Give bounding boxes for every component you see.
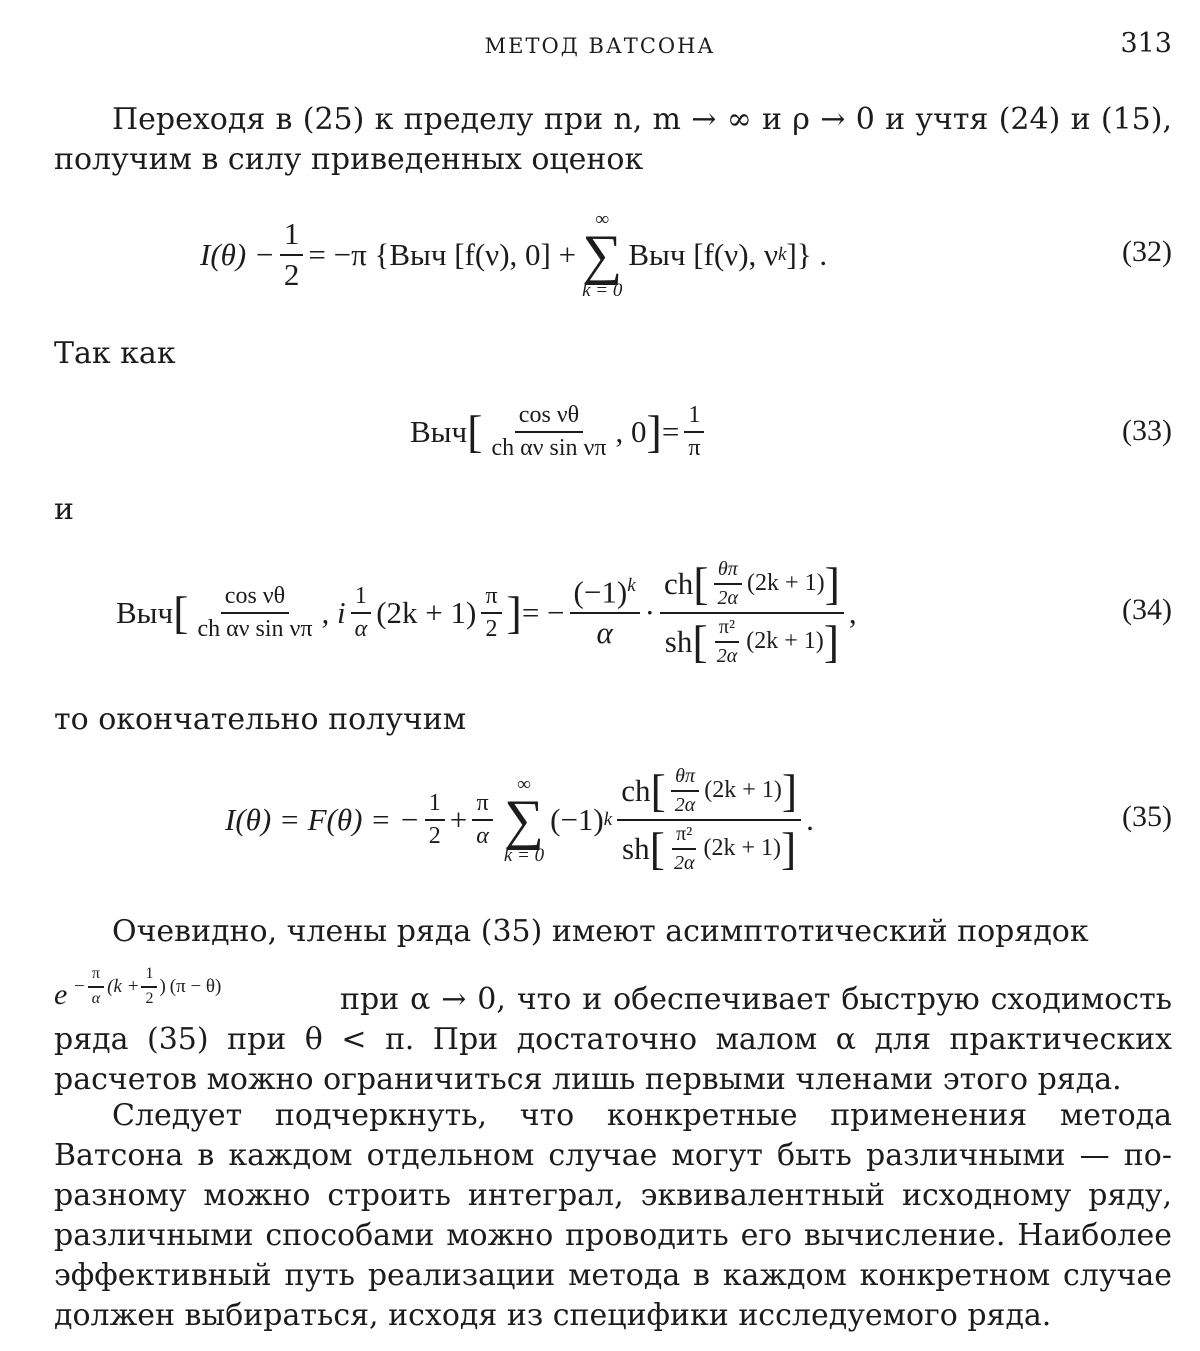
eq35-pa-den: α: [476, 823, 489, 849]
equation-32: [0, 190, 1200, 320]
eq34-sh-frac-den: 2α: [716, 645, 738, 667]
eq34-residue: Выч: [116, 595, 174, 630]
eq32-half-num: 1: [280, 218, 304, 256]
eq34-sign-sup: k: [627, 575, 636, 597]
eq35-ch: ch: [621, 772, 651, 808]
eq35-lhs: I(θ) = F(θ) = −: [225, 802, 420, 837]
eq34-sh-frac-num: π²: [715, 617, 739, 643]
paragraph-finally: то окончательно получим: [54, 702, 467, 737]
eq35-sign-sup: k: [603, 809, 613, 830]
eq33-num: cos νθ: [515, 403, 583, 433]
eq33-residue: Выч: [410, 414, 468, 449]
eq32-half-fraction: [280, 218, 304, 291]
eq32-sum-bottom: k = 0: [582, 280, 623, 301]
eq35-ch-frac-num: θπ: [671, 766, 699, 792]
running-head: [0, 28, 1200, 68]
eq34-num: cos νθ: [221, 584, 289, 614]
eq34-ch-tail: (2k + 1): [747, 570, 825, 597]
eq35-ch-part: [617, 766, 801, 821]
eq34-sign-num: (−1): [573, 574, 628, 610]
eq35-ch-fraction: [671, 766, 700, 816]
eq32-sum: [582, 210, 622, 300]
eq34-left-bracket: [: [173, 587, 189, 638]
eq32-lhs: I(θ) −: [200, 237, 275, 272]
eq35-sh-frac-den: 2α: [673, 852, 695, 874]
eq33-fraction: [487, 403, 610, 461]
eq34-right-bracket: ]: [506, 587, 522, 638]
eq35-ch-frac-den: 2α: [674, 794, 696, 816]
eq33-rhs-num: 1: [684, 403, 704, 433]
eq34-sh-fraction: [713, 617, 742, 667]
eq34-eq: = −: [521, 595, 565, 630]
eq34-arg-pi-den: 2: [485, 616, 498, 642]
asymptotic-k: (k +: [107, 975, 140, 997]
equation-32-number: (32): [1122, 235, 1172, 268]
equation-34-number: (34): [1122, 593, 1172, 626]
eq32-mid: = −π {Выч [f(ν), 0] +: [308, 237, 577, 272]
eq35-sum-bottom: k = 0: [503, 845, 545, 866]
eq34-arg-pi-num: π: [481, 584, 501, 614]
eq35-sum-top: ∞: [517, 774, 531, 795]
eq35-sh-part: [618, 821, 800, 874]
eq33-rhs-den: π: [688, 435, 701, 461]
eq33-rhs-fraction: [684, 403, 704, 461]
asymptotic-base: e: [54, 978, 68, 1011]
eq35-end: .: [806, 802, 814, 837]
eq34-ch-right-bracket: ]: [824, 558, 840, 609]
eq34-arg-num: 1: [351, 584, 371, 614]
eq35-plus: +: [449, 802, 468, 837]
eq33-arg: , 0: [615, 414, 647, 449]
paragraph-obviously-cont: при α → 0, что и обеспечивает быструю сходимость ряда (35) при θ < π. При достаточно малом α для практических расчетов можно ограничиться лишь первыми членами этого ряда.: [54, 982, 1172, 1097]
eq34-ch-frac-den: 2α: [717, 587, 739, 609]
eq35-sum-symbol: ∑: [504, 789, 544, 851]
eq32-tail: Выч [f(ν), ν: [628, 237, 779, 272]
eq33-left-bracket: [: [467, 406, 483, 457]
paragraph-obviously: Очевидно, члены ряда (35) имеют асимптотический порядок: [112, 914, 1089, 949]
eq34-sh-right-bracket: ]: [823, 616, 840, 667]
eq35-hyperbolic-fraction: [617, 766, 801, 874]
eq35-half-den: 2: [428, 823, 441, 849]
eq32-tail-sub: k: [778, 244, 787, 265]
eq34-sign-den: α: [596, 615, 613, 651]
eq35-sign: (−1): [550, 802, 604, 837]
eq34-ch-left-bracket: [: [693, 558, 709, 609]
eq33-right-bracket: ]: [646, 406, 662, 457]
equation-33: [0, 392, 1200, 472]
eq34-fraction: [193, 584, 316, 642]
eq34-arg-mid: (2k + 1): [376, 595, 477, 630]
asymptotic-pa-den: α: [91, 989, 101, 1007]
eq32-sum-symbol: ∑: [582, 224, 623, 286]
eq34-ch-fraction: [714, 559, 743, 609]
eq35-sh-left-bracket: [: [649, 823, 665, 874]
eq34-sign-num-wrap: [570, 576, 640, 614]
eq32-tail-end: ]} .: [786, 237, 828, 272]
asymptotic-minus: −: [74, 975, 85, 997]
eq35-sum: [504, 775, 544, 865]
eq34-arg-pi-fraction: [481, 584, 501, 642]
eq35-sh-right-bracket: ]: [780, 823, 797, 874]
running-title: МЕТОД ВАТСОНА: [484, 34, 716, 58]
eq35-ch-right-bracket: ]: [781, 765, 798, 816]
paragraph-and: и: [54, 492, 74, 527]
eq34-sh: sh: [664, 623, 693, 659]
equation-34: [0, 538, 1200, 688]
paragraph-intro: Переходя в (25) к пределу при n, m → ∞ и ρ → 0 и учтя (24) и (15), получим в силу приведенных оценок: [54, 102, 1172, 177]
paragraph-emphasize: Следует подчеркнуть, что конкретные применения метода Ватсона в каждом отдельном случае могут быть различными — по-разному можно строить интеграл, эквивалентный исходному ряду, различными способами можно проводить его вычисление. Наиболее эффективный путь реализации метода в каждом конкретном случае должен выбираться, исходя из специфики исследуемого ряда.: [54, 1098, 1172, 1333]
eq35-half-fraction: [425, 791, 445, 849]
eq32-half-den: 2: [283, 257, 300, 292]
eq34-ch: ch: [663, 565, 694, 601]
eq34-hyperbolic-fraction: [660, 559, 844, 667]
equation-35: [0, 745, 1200, 895]
equation-34-body: [116, 538, 857, 688]
eq33-den: ch αν sin νπ: [491, 435, 607, 461]
asymptotic-h-den: 2: [145, 989, 154, 1007]
eq35-half-num: 1: [425, 791, 445, 821]
asymptotic-k-end: ): [159, 975, 166, 997]
eq34-sh-left-bracket: [: [692, 616, 708, 667]
eq34-arg-i: , i: [321, 595, 346, 630]
equation-32-body: [200, 190, 827, 320]
paragraph-since: Так как: [54, 336, 176, 371]
eq35-pi-alpha-fraction: [472, 791, 493, 849]
eq34-arg-den: α: [354, 616, 368, 642]
eq34-comma: ,: [848, 595, 857, 630]
eq34-sh-part: [661, 614, 843, 667]
equation-33-body: [410, 392, 709, 472]
eq35-sh: sh: [622, 830, 650, 866]
eq35-ch-left-bracket: [: [650, 765, 666, 816]
eq35-pa-num: π: [472, 791, 492, 821]
eq34-ch-frac-num: θπ: [714, 559, 742, 585]
eq32-sum-top: ∞: [595, 209, 609, 230]
eq34-dot: ·: [644, 595, 655, 630]
asymptotic-pa-num: π: [88, 966, 104, 988]
eq35-ch-tail: (2k + 1): [704, 777, 782, 804]
equation-35-body: [225, 745, 814, 895]
eq33-eq: =: [661, 414, 680, 449]
page-number: 313: [1120, 28, 1172, 59]
eq34-sign-fraction: [570, 576, 640, 649]
equation-33-number: (33): [1122, 414, 1172, 447]
eq34-ch-part: [660, 559, 844, 614]
asymptotic-h-num: 1: [141, 966, 157, 988]
eq34-den: ch αν sin νπ: [197, 616, 313, 642]
eq35-sh-fraction: [670, 824, 699, 874]
eq35-sh-frac-num: π²: [672, 824, 696, 850]
equation-35-number: (35): [1122, 800, 1172, 833]
eq34-arg-fraction: [351, 584, 372, 642]
asymptotic-tail: (π − θ): [169, 975, 222, 997]
eq34-sh-tail: (2k + 1): [746, 628, 824, 655]
eq35-sh-tail: (2k + 1): [703, 835, 781, 862]
